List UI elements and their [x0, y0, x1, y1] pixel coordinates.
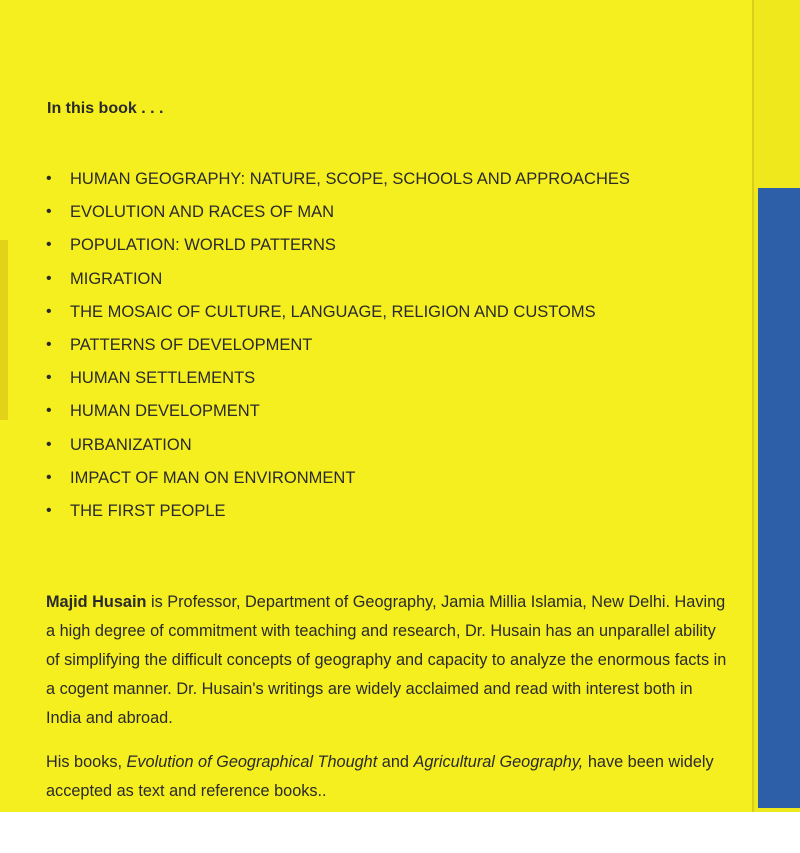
contents-item-label: HUMAN SETTLEMENTS	[70, 369, 256, 388]
books-prefix: His books,	[46, 753, 127, 771]
bullet-icon: •	[46, 203, 52, 221]
contents-item	[44, 266, 630, 299]
author-name: Majid Husain	[46, 593, 147, 611]
contents-item-label: THE MOSAIC OF CULTURE, LANGUAGE, RELIGION AND CUSTOMS	[70, 302, 596, 321]
contents-item-label: EVOLUTION AND RACES OF MAN	[70, 203, 335, 222]
contents-list	[44, 166, 630, 531]
contents-item	[44, 299, 630, 332]
bullet-icon: •	[46, 269, 52, 287]
contents-item	[44, 166, 630, 199]
contents-item	[44, 199, 630, 232]
contents-item-label: PATTERNS OF DEVELOPMENT	[70, 335, 313, 354]
cover-edge-wear	[0, 240, 8, 420]
contents-item	[44, 432, 630, 465]
contents-item	[44, 498, 630, 531]
books-suffix: have been widely accepted as text and reference books..	[46, 753, 714, 800]
contents-item	[44, 332, 630, 365]
contents-item-label: THE FIRST PEOPLE	[70, 501, 226, 520]
contents-item	[44, 465, 630, 498]
contents-item-label: HUMAN GEOGRAPHY: NATURE, SCOPE, SCHOOLS AND APPROACHES	[70, 170, 630, 188]
blue-band	[758, 188, 800, 808]
other-books	[46, 748, 730, 806]
author-bio	[46, 588, 730, 733]
contents-heading: In this book . . .	[47, 100, 164, 117]
contents-item-label: URBANIZATION	[70, 435, 192, 454]
bullet-icon: •	[46, 435, 52, 453]
books-joiner: and	[377, 753, 414, 771]
book-title-2: Agricultural Geography,	[413, 753, 584, 771]
contents-item	[44, 365, 630, 398]
contents-item-label: POPULATION: WORLD PATTERNS	[70, 236, 336, 255]
bullet-icon: •	[46, 501, 52, 519]
contents-item-label: HUMAN DEVELOPMENT	[70, 402, 260, 421]
bullet-icon: •	[46, 402, 52, 420]
bullet-icon: •	[46, 335, 52, 353]
contents-item-label: MIGRATION	[70, 269, 163, 288]
book-title-1: Evolution of Geographical Thought	[126, 753, 378, 771]
bullet-icon: •	[46, 170, 52, 187]
contents-item-label: IMPACT OF MAN ON ENVIRONMENT	[70, 468, 356, 487]
bullet-icon: •	[46, 468, 52, 486]
bullet-icon: •	[46, 369, 52, 387]
contents-item	[44, 398, 630, 431]
author-bio-text: is Professor, Department of Geography, Jamia Millia Islamia, New Delhi. Having a high degree of commitment with teaching and research, Dr. Husain has an unparallel ability of simplifying the difficult concepts of geography and capacity to analyze the enormous facts in a cogent manner. Dr. Husain's writings are widely acclaimed and read with interest both in India and abroad.	[46, 593, 727, 727]
contents-item	[44, 232, 630, 265]
bullet-icon: •	[46, 302, 52, 320]
bullet-icon: •	[46, 236, 52, 254]
